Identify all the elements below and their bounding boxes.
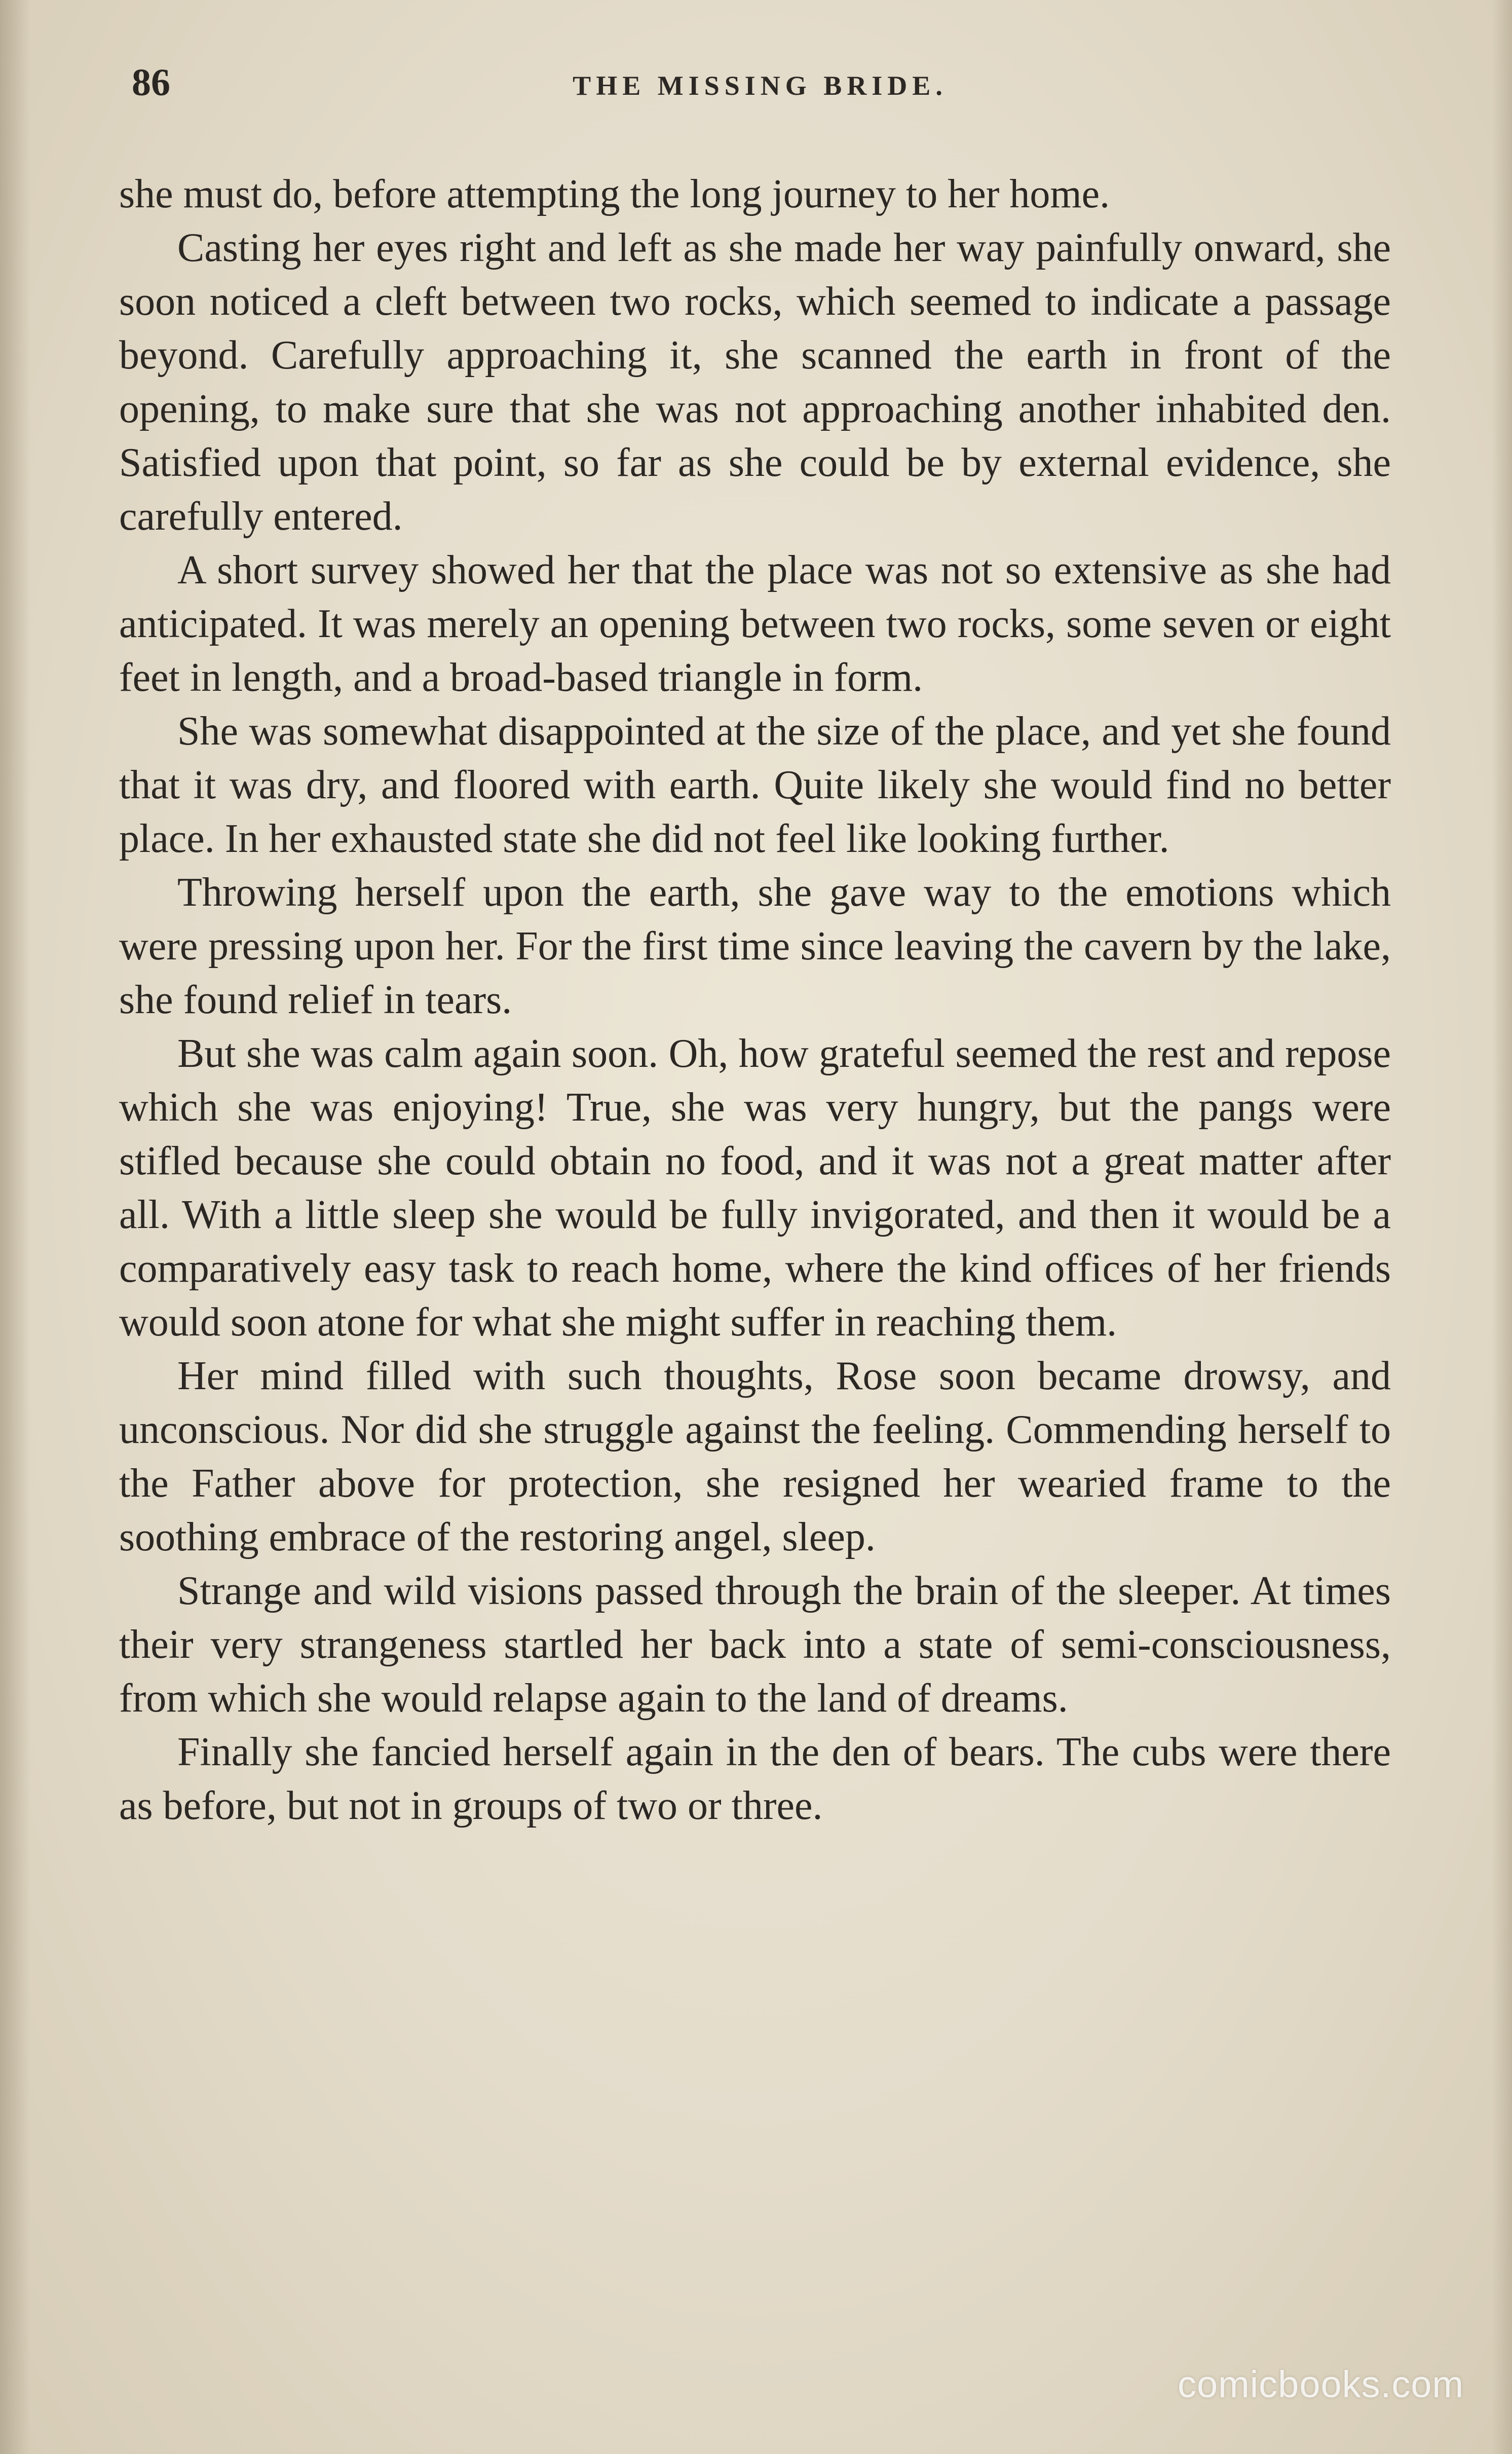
watermark: comicbooks.com <box>1177 2363 1464 2405</box>
paragraph: Finally she fancied herself again in the den of bears. The cubs were there as before, but not in groups of two or three. <box>119 1730 1391 1828</box>
page-edge-shadow-left <box>0 0 30 2454</box>
paragraph: Her mind filled with such thoughts, Rose soon became drowsy, and unconscious. Nor did she struggle against the feeling. Commending herself to the Father above for protection, she resigned her wearied frame to the soothing embrace of the restoring angel, sleep. <box>119 1354 1391 1559</box>
paragraph: She was somewhat disappointed at the size of the place, and yet she found that it was dry, and floored with earth. Quite likely she would find no better place. In her exhausted state she did not feel like looking further. <box>119 709 1391 861</box>
paragraph-continued: she must do, before attempting the long journey to her home. <box>119 172 1110 216</box>
running-head <box>132 61 1388 122</box>
page-number: 86 <box>132 61 170 104</box>
paragraph: Casting her eyes right and left as she made her way painfully onward, she soon noticed a cleft between two rocks, which seemed to indicate a passage beyond. Carefully approaching it, she scanned the earth in front of the opening, to make sure that she was not approaching another inhabited den. Satisfied upon that point, so far as she could be by external evidence, she carefully entered. <box>119 226 1391 539</box>
paragraph: Strange and wild visions passed through the brain of the sleeper. At times their very strangeness startled her back into a state of semi-consciousness, from which she would relapse again to the land of dreams. <box>119 1569 1391 1721</box>
paragraph: A short survey showed her that the place was not so extensive as she had anticipated. It was merely an opening between two rocks, some seven or eight feet in length, and a broad-based triangle in form. <box>119 548 1391 700</box>
body-text <box>119 167 1391 1833</box>
paragraph: Throwing herself upon the earth, she gave way to the emotions which were pressing upon her. For the first time since leaving the cavern by the lake, she found relief in tears. <box>119 870 1391 1022</box>
paragraph: But she was calm again soon. Oh, how grateful seemed the rest and repose which she was enjoying! True, she was very hungry, but the pangs were stifled because she could obtain no food, and it was not a great matter after all. With a little sleep she would be fully invigorated, and then it would be a comparatively easy task to reach home, where the kind offices of her friends would soon atone for what she might suffer in reaching them. <box>119 1031 1391 1345</box>
running-title: THE MISSING BRIDE. <box>573 70 948 101</box>
page-edge-shadow-right <box>1492 0 1512 2454</box>
